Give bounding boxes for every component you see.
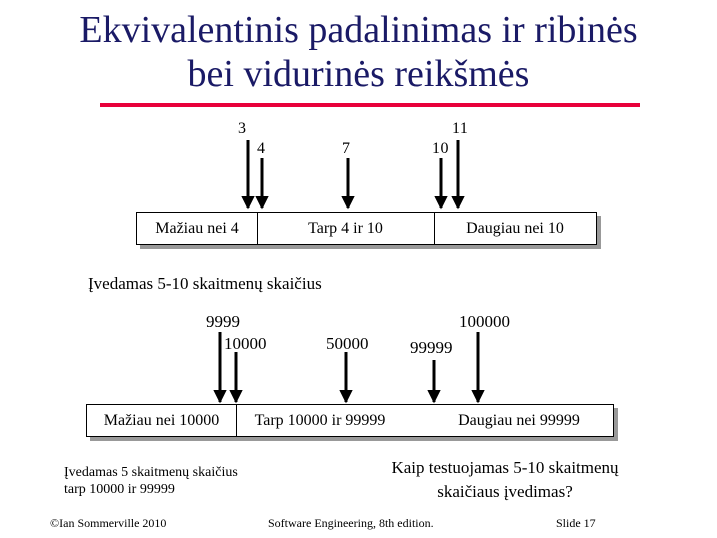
footer-book: Software Engineering, 8th edition.: [268, 516, 434, 530]
partition-less-than-4: Mažiau nei 4: [137, 213, 258, 244]
title-line-2: bei vidurinės reikšmės: [187, 53, 530, 95]
bottom-partition-bar: [86, 404, 614, 437]
input-caption: Įvedamas 5-10 skaitmenų skaičius: [88, 274, 322, 293]
bottom-value-10000: 10000: [224, 334, 267, 353]
top-value-3: 3: [238, 120, 247, 137]
top-value-7: 7: [342, 140, 351, 157]
partition-less-than-10000: Mažiau nei 10000: [87, 405, 237, 436]
partition-between-10000-and-99999: Tarp 10000 ir 99999: [254, 411, 386, 429]
bottom-value-9999: 9999: [206, 312, 240, 331]
partition-more-than-99999: Daugiau nei 99999: [458, 411, 580, 429]
partition-between-4-and-10: Tarp 4 ir 10: [257, 213, 435, 244]
bottom-value-100000: 100000: [459, 312, 510, 331]
note-five-digit-input: Įvedamas 5 skaitmenų skaičius tarp 10000 ir 99999: [64, 465, 238, 497]
top-value-11: 11: [452, 120, 469, 137]
title-line-1: Ekvivalentinis padalinimas ir ribinės: [79, 9, 638, 51]
top-value-10: 10: [432, 140, 449, 157]
footer-slide-number: Slide 17: [556, 516, 596, 530]
top-partition-bar: [136, 212, 597, 245]
question-text: Kaip testuojamas 5-10 skaitmenų skaičiaus įvedimas?: [391, 458, 619, 501]
partition-more-than-10: Daugiau nei 10: [466, 219, 564, 237]
bottom-value-50000: 50000: [326, 334, 369, 353]
bottom-value-99999: 99999: [410, 338, 453, 357]
footer-copyright: ©Ian Sommerville 2010: [50, 516, 167, 530]
top-value-4: 4: [257, 140, 266, 157]
